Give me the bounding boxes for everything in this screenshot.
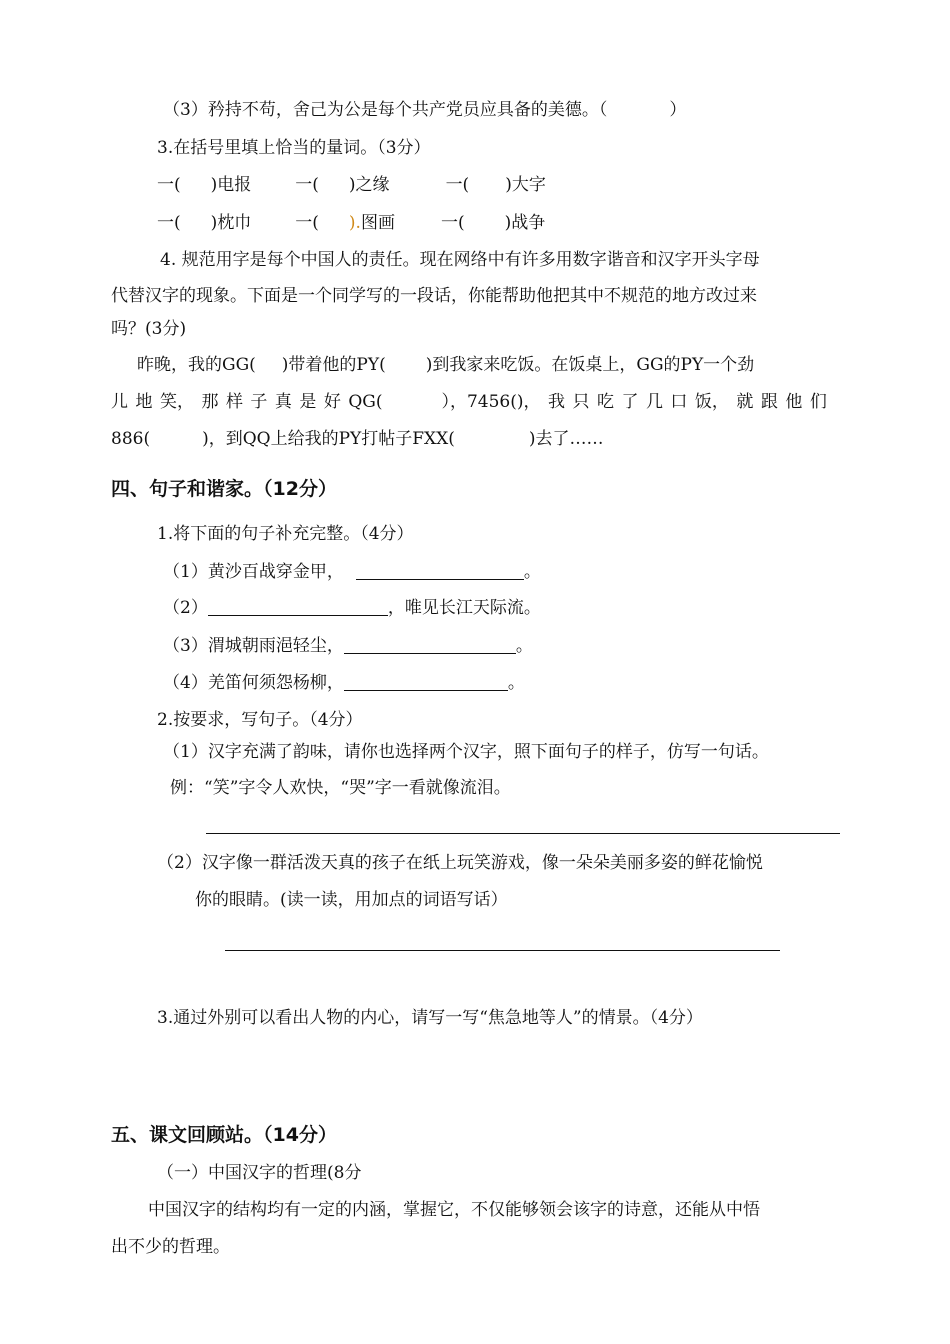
mw-blank-3[interactable]: 一( )大字 xyxy=(445,175,546,195)
poem-blank-1[interactable] xyxy=(356,561,524,580)
section-5-title: 五、课文回顾站。（14分） xyxy=(111,1124,337,1146)
measure-word-row-1 xyxy=(157,174,546,196)
answer-line-1[interactable] xyxy=(206,833,840,834)
item-3-line: （3）矜持不苟，舍己为公是每个共产党员应具备的美德。（ ） xyxy=(163,100,687,120)
example-sentence: 例：“笑”字令人欢快，“哭”字一看就像流泪。 xyxy=(170,778,511,798)
poem-item-2: （2） ，唯见长江天际流。 xyxy=(163,598,541,618)
question-4-line-1: 4. 规范用字是每个中国人的责任。现在网络中有许多用数字谐音和汉字开头字母 xyxy=(160,250,760,270)
section-4-title: 四、句子和谐家。（12分） xyxy=(111,478,337,500)
mw-blank-5[interactable]: 一( ).图画 xyxy=(295,213,395,233)
question-4-line-2: 代替汉字的现象。下面是一个同学写的一段话，你能帮助他把其中不规范的地方改过来 xyxy=(111,286,757,306)
section-5-body-line-2: 出不少的哲理。 xyxy=(111,1237,230,1257)
poem-blank-2[interactable] xyxy=(208,597,388,616)
section-4-q2-1: （1）汉字充满了韵味，请你也选择两个汉字，照下面句子的样子，仿写一句话。 xyxy=(163,742,769,762)
mw-blank-2[interactable]: 一( )之缘 xyxy=(295,175,390,195)
poem-item-1: （1）黄沙百战穿金甲， 。 xyxy=(163,562,541,582)
paragraph-line-2: 儿 地 笑， 那 样 子 真 是 好 QG( ），7456()， 我 只 吃 了 几 口 饭， 就 跟 他 们 xyxy=(111,392,827,412)
poem-item-3: （3）渭城朝雨浥轻尘， 。 xyxy=(163,636,533,656)
section-5-subtitle: （一）中国汉字的哲理(8分 xyxy=(157,1163,362,1183)
mark-dot: ). xyxy=(348,213,361,233)
measure-word-row-2 xyxy=(157,212,545,234)
answer-line-2[interactable] xyxy=(225,950,780,951)
section-4-q2: 2.按要求，写句子。（4分） xyxy=(157,710,363,730)
paragraph-line-1: 昨晚，我的GG( )带着他的PY( )到我家来吃饭。在饭桌上，GG的PY一个劲 xyxy=(137,355,755,375)
question-4-line-3: 吗？(3分) xyxy=(111,319,187,339)
question-3: 3.在括号里填上恰当的量词。（3分） xyxy=(157,138,431,158)
section-4-q2-2-line-1: （2）汉字像一群活泼天真的孩子在纸上玩笑游戏，像一朵朵美丽多姿的鲜花愉悦 xyxy=(157,853,763,873)
poem-blank-4[interactable] xyxy=(344,672,508,691)
mw-blank-6[interactable]: 一( )战争 xyxy=(440,213,546,233)
poem-item-4: （4）羌笛何须怨杨柳， 。 xyxy=(163,673,525,693)
paragraph-line-3: 886( )，到QQ上给我的PY打帖子FXX( )去了…… xyxy=(111,429,604,449)
poem-blank-3[interactable] xyxy=(344,635,516,654)
section-4-q1: 1.将下面的句子补充完整。（4分） xyxy=(157,524,414,544)
section-4-q3: 3.通过外别可以看出人物的内心，请写一写“焦急地等人”的情景。（4分） xyxy=(157,1008,703,1028)
mw-blank-1[interactable]: 一( )电报 xyxy=(157,175,252,195)
mw-blank-4[interactable]: 一( )枕巾 xyxy=(157,213,252,233)
section-5-body-line-1: 中国汉字的结构均有一定的内涵，掌握它，不仅能够领会该字的诗意，还能从中悟 xyxy=(148,1200,760,1220)
section-4-q2-2-line-2: 你的眼睛。(读一读，用加点的词语写话） xyxy=(195,890,508,910)
